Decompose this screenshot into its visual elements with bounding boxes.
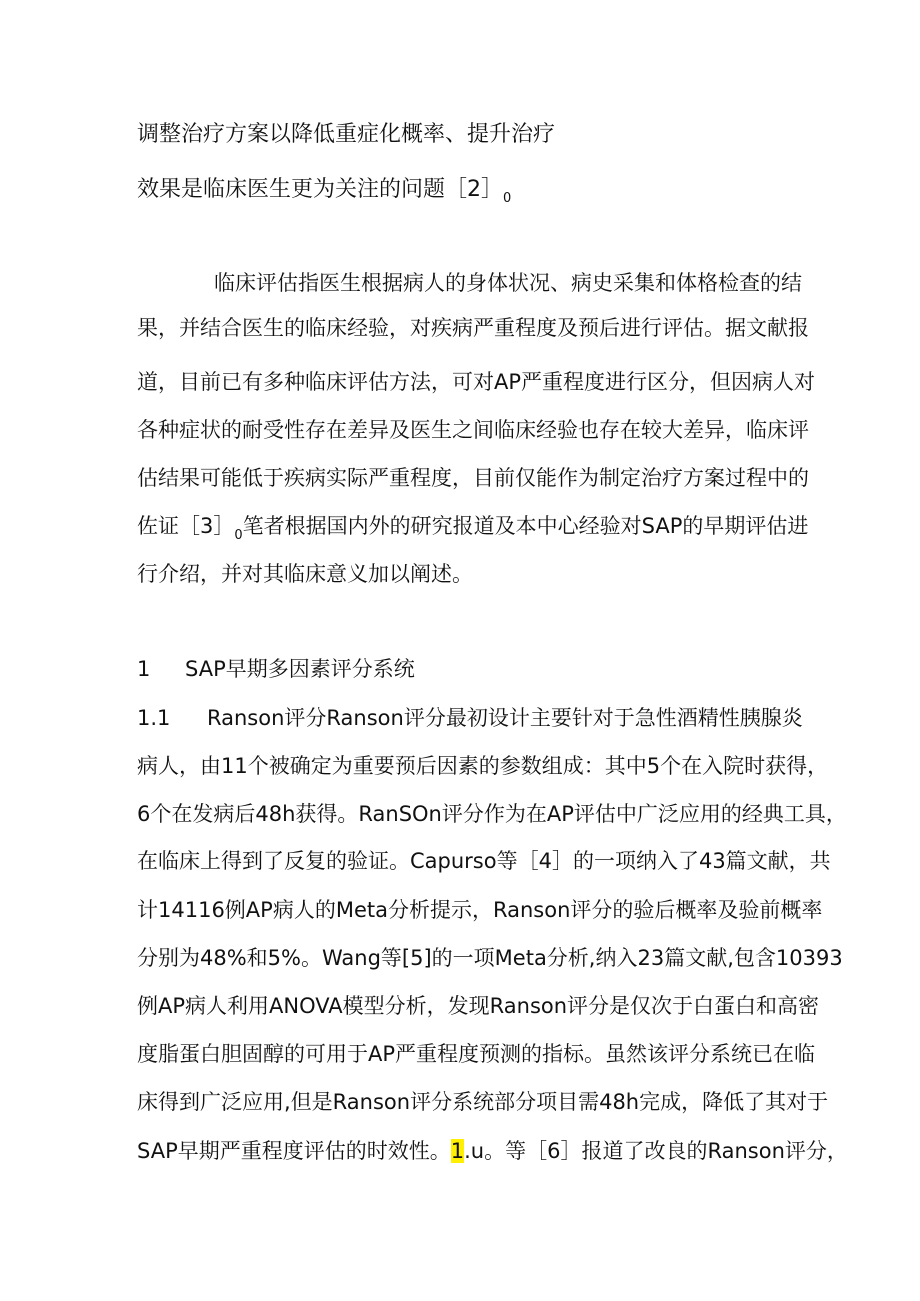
- section-1-1-line-3-text: 6个在发病后48h获得。RanSOn评分作为在AP评估中广泛应用的经典工具，: [137, 802, 847, 826]
- intro-line-1-text: 调整治疗方案以降低重症化概率、提升治疗: [137, 122, 556, 147]
- highlighted-text: 1: [450, 1139, 465, 1163]
- section-1-1-line-7-text: 例AP病人利用ANOVA模型分析，发现Ranson评分是仅次于白蛋白和高密: [137, 994, 820, 1018]
- section-1-1-line-10-post: .u。等［6］报道了改良的Ranson评分，: [464, 1139, 848, 1163]
- section-1-1-line-9: [137, 1087, 828, 1117]
- section-1-1-line-3: [137, 799, 847, 829]
- section-1-1-line-7: [137, 991, 819, 1021]
- para1-line-5: [137, 463, 809, 493]
- para1-line-4-text: 各种症状的耐受性存在差异及医生之间临床经验也存在较大差异，临床评: [137, 418, 809, 442]
- section-1-1-line-6-text: 分别为48%和5%。Wang等[5]的一项Meta分析,纳入23篇文献,包含10393: [137, 946, 843, 970]
- section-1-1-line-9-text: 床得到广泛应用,但是Ranson评分系统部分项目需48h完成，降低了其对于: [137, 1090, 829, 1114]
- para1-line-6-post: 笔者根据国内外的研究报道及本中心经验对SAP的早期评估进: [242, 514, 809, 538]
- para1-line-6-pre: 佐证［3］: [137, 514, 235, 538]
- para1-line-7-text: 行介绍，并对其临床意义加以阐述。: [137, 562, 473, 586]
- section-1-1-line-8-text: 度脂蛋白胆固醇的可用于AP严重程度预测的指标。虽然该评分系统已在临: [137, 1042, 816, 1066]
- intro-line-1: [137, 120, 555, 150]
- section-1-1-line-8: [137, 1039, 815, 1069]
- para1-line-6: [137, 511, 808, 545]
- para1-line-2-text: 果，并结合医生的临床经验，对疾病严重程度及预后进行评估。据文献报: [137, 316, 809, 340]
- section-1-1-line-5-text: 计14116例AP病人的Meta分析提示，Ranson评分的验后概率及验前概率: [137, 898, 823, 922]
- para1-line-5-text: 估结果可能低于疾病实际严重程度，目前仅能作为制定治疗方案过程中的: [137, 466, 809, 490]
- section-1-1-line-6: [137, 943, 843, 973]
- para1-line-2: [137, 313, 809, 343]
- section-1-title: SAP早期多因素评分系统: [185, 657, 415, 681]
- section-1-1-line-4-text: 在临床上得到了反复的验证。Capurso等［4］的一项纳入了43篇文献，共: [137, 849, 831, 873]
- section-1-1-line-2-text: 病人，由11个被确定为重要预后因素的参数组成：其中5个在入院时获得，: [137, 754, 829, 778]
- section-1-1-number: 1.1: [137, 706, 171, 730]
- para1-line-1: [214, 268, 802, 298]
- para1-line-6-sub: 0: [234, 528, 243, 543]
- intro-line-2-sub: 0: [503, 191, 512, 206]
- para1-line-3: [137, 367, 815, 397]
- section-1-1-line-10: [137, 1136, 848, 1166]
- para1-line-4: [137, 415, 809, 445]
- section-1-1-line-10-pre: SAP早期严重程度评估的时效性。: [137, 1139, 451, 1163]
- para1-line-7: [137, 559, 473, 589]
- intro-line-2: [137, 175, 511, 208]
- section-1-1-line-2: [137, 751, 828, 781]
- para1-line-3-text: 道，目前已有多种临床评估方法，可对AP严重程度进行区分，但因病人对: [137, 370, 816, 394]
- section-1-heading: [137, 654, 415, 684]
- section-1-1-line-4: [137, 846, 831, 876]
- section-1-1-line-1-text: Ranson评分Ranson评分最初设计主要针对于急性酒精性胰腺炎: [207, 706, 803, 730]
- para1-line-1-text: 临床评估指医生根据病人的身体状况、病史采集和体格检查的结: [214, 271, 802, 295]
- section-1-number: 1: [137, 657, 151, 681]
- section-1-1-line-5: [137, 895, 822, 925]
- intro-line-2-text: 效果是临床医生更为关注的问题［2］: [137, 177, 503, 202]
- section-1-1-line-1: [137, 703, 803, 733]
